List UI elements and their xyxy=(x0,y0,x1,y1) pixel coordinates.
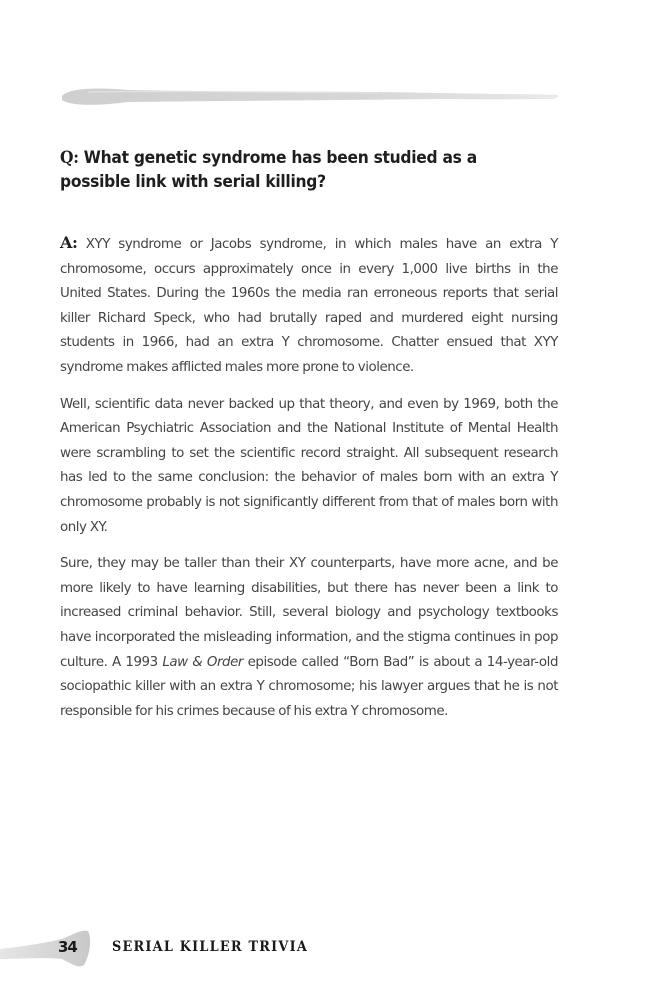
paragraph-text: episode called “Born Bad” is about a 14-year-old sociopathic killer with an extra Y chromosome; his lawyer argues that he is not responsible for his crimes because of his extra Y chromosome. xyxy=(60,654,558,719)
paragraph-text: Well, scientific data never backed up that theory, and even by 1969, both the American Psychiatric Association and the National Institute of Mental Health were scrambling to set the scientific record straight. All subsequent research has led to the same conclusion: the behavior of males born with an extra Y chromosome probably is not significantly different from that of males born with only XY. xyxy=(60,396,558,535)
brush-stroke-divider xyxy=(58,84,560,110)
page-footer xyxy=(0,925,646,980)
answer-paragraph-1 xyxy=(60,231,558,381)
answer-paragraph-3 xyxy=(60,552,558,724)
answer-prefix: A: xyxy=(60,233,78,252)
paragraph-text: XYY syndrome or Jacobs syndrome, in which males have an extra Y chromosome, occurs approximately once in every 1,000 live births in the United States. During the 1960s the media ran erroneous reports that serial killer Richard Speck, who had brutally raped and murdered eight nursing students in 1966, had an extra Y chromosome. Chatter ensued that XYY syndrome makes afflicted males more prone to violence. xyxy=(60,237,558,375)
page-number: 34 xyxy=(58,938,77,956)
question-prefix: Q: xyxy=(60,148,79,167)
answer-paragraph-2 xyxy=(60,393,558,541)
show-title-italic: Law & Order xyxy=(162,654,243,670)
paragraph-text: Sure, they may be taller than their XY counterparts, have more acne, and be more likely to have learning disabilities, but there has never been a link to increased criminal behavior. Still, several biology and psychology textbooks have incorporated the misleading information, and the stigma continues in pop culture. A 1993 xyxy=(60,556,558,670)
footer-brush-stroke xyxy=(0,925,92,975)
running-title: SERIAL KILLER TRIVIA xyxy=(112,939,309,955)
answer-body xyxy=(60,231,558,736)
question-heading xyxy=(60,146,530,194)
question-text: What genetic syndrome has been studied as a possible link with serial killing? xyxy=(60,148,477,191)
